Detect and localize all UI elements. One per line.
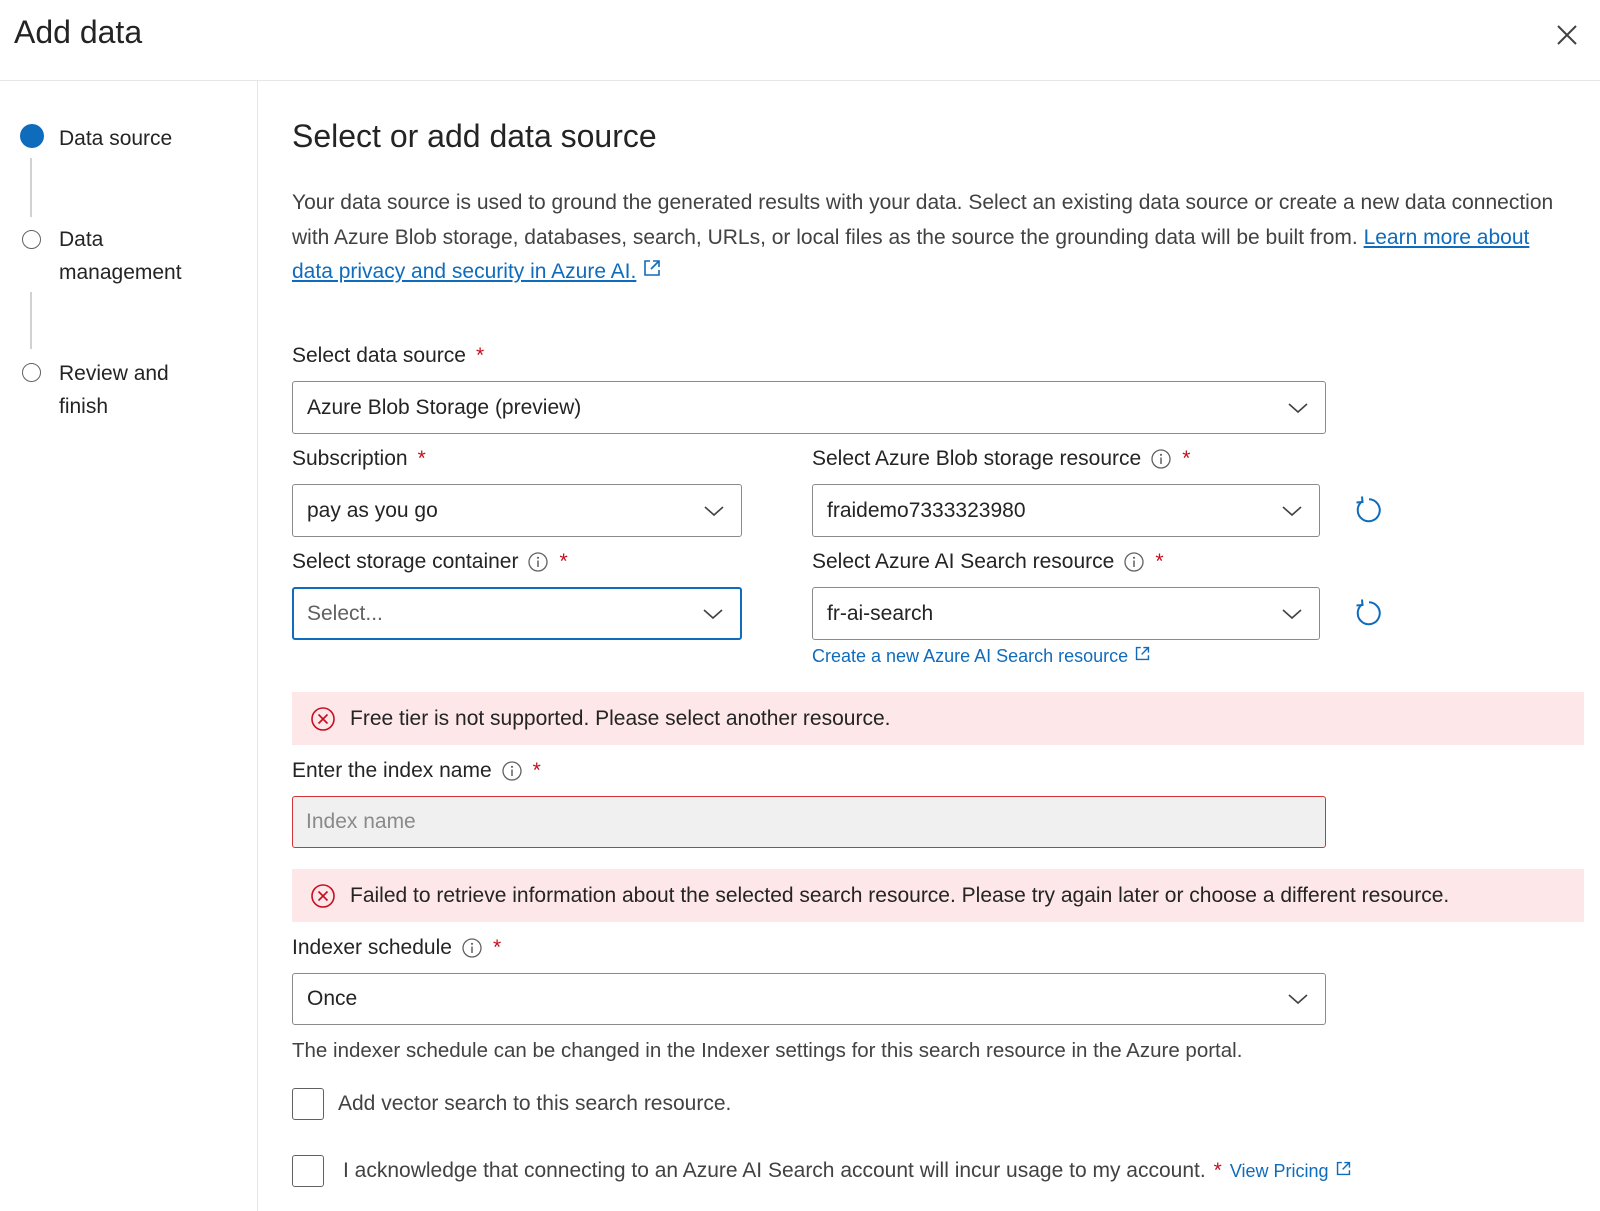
search-resource-dropdown[interactable] <box>812 587 1320 640</box>
chevron-down-icon <box>703 505 725 517</box>
label-text: Select storage container <box>292 550 519 573</box>
error-text: Free tier is not supported. Please select another resource. <box>350 706 891 730</box>
learn-more-link[interactable]: Learn more about data privacy and security in Azure AI. <box>292 225 1530 283</box>
label-text: Indexer schedule <box>292 936 452 959</box>
required-mark: * <box>1213 1159 1222 1182</box>
label-text: Select Azure AI Search resource <box>812 550 1115 573</box>
step-label-data-source: Data source <box>59 127 173 150</box>
step-indicator <box>22 230 41 249</box>
step-indicator <box>22 363 41 382</box>
required-mark: * <box>532 759 541 782</box>
step-label-line: Review and <box>59 362 169 385</box>
sidebar-divider <box>257 81 258 1211</box>
acknowledge-row <box>343 1159 1352 1183</box>
vector-search-label: Add vector search to this search resource. <box>338 1092 732 1115</box>
step-connector <box>30 158 32 217</box>
acknowledge-checkbox[interactable] <box>292 1155 324 1187</box>
error-icon <box>310 706 336 732</box>
blob-resource-dropdown[interactable] <box>812 484 1320 537</box>
dropdown-value: fr-ai-search <box>827 601 934 625</box>
refresh-icon <box>1352 598 1382 628</box>
chevron-down-icon <box>1287 993 1309 1005</box>
required-mark: * <box>1182 447 1191 470</box>
chevron-down-icon <box>1281 608 1303 620</box>
dropdown-value: pay as you go <box>307 498 438 522</box>
dropdown-value: Once <box>307 987 358 1010</box>
step-indicator-active <box>20 124 44 148</box>
step-label-review-and-finish <box>59 357 169 423</box>
close-button[interactable] <box>1552 20 1582 50</box>
dropdown-placeholder: Select... <box>307 601 383 625</box>
step-label-line: finish <box>59 395 109 418</box>
search-resource-label <box>812 550 1164 574</box>
info-icon[interactable] <box>527 551 549 573</box>
link-text: View Pricing <box>1229 1160 1329 1181</box>
data-source-label <box>292 344 484 368</box>
dropdown-value: Azure Blob Storage (preview) <box>307 395 582 419</box>
label-text: Enter the index name <box>292 759 492 782</box>
external-link-icon <box>642 255 662 290</box>
index-name-label <box>292 759 541 783</box>
required-mark: * <box>475 344 485 367</box>
label-text: Select data source <box>292 344 466 367</box>
vector-search-checkbox[interactable] <box>292 1088 324 1120</box>
info-icon[interactable] <box>461 937 483 959</box>
chevron-down-icon <box>1287 402 1309 414</box>
link-text: Create a new Azure AI Search resource <box>812 645 1129 666</box>
info-icon[interactable] <box>1150 448 1172 470</box>
create-search-resource-link[interactable] <box>812 645 1151 667</box>
info-icon[interactable] <box>501 760 523 782</box>
header-divider <box>0 80 1600 81</box>
view-pricing-link[interactable] <box>1230 1160 1352 1182</box>
indexer-schedule-helper: The indexer schedule can be changed in the Indexer settings for this search resource in the Azure portal. <box>292 1039 1243 1062</box>
chevron-down-icon <box>1281 505 1303 517</box>
label-text: Select Azure Blob storage resource <box>812 447 1142 470</box>
step-label-data-management <box>59 223 182 289</box>
chevron-down-icon <box>702 608 724 620</box>
required-mark: * <box>492 936 502 959</box>
storage-container-label <box>292 550 568 574</box>
indexer-schedule-dropdown[interactable] <box>292 973 1326 1025</box>
external-link-icon <box>1335 1160 1352 1182</box>
info-icon[interactable] <box>1123 551 1145 573</box>
refresh-blob-button[interactable] <box>1352 495 1382 525</box>
indexer-schedule-label <box>292 936 501 960</box>
error-text: Failed to retrieve information about the selected search resource. Please try again later or choose a different resource. <box>350 883 1450 907</box>
data-source-dropdown[interactable] <box>292 381 1326 434</box>
blob-resource-label <box>812 447 1190 471</box>
error-message-retrieve <box>292 869 1584 922</box>
subscription-dropdown[interactable] <box>292 484 742 537</box>
step-connector <box>30 292 32 349</box>
label-text: Subscription <box>292 447 408 470</box>
dropdown-value: fraidemo7333323980 <box>827 498 1026 522</box>
required-mark: * <box>1155 550 1164 573</box>
dialog-title: Add data <box>14 14 143 50</box>
description-text: Your data source is used to ground the generated results with your data. Select an existing data source or create a new data connection with Azure Blob storage, databases, search, URLs, or local files as the source the grounding data will be built from. <box>292 191 1554 249</box>
required-mark: * <box>417 447 426 470</box>
error-message-free-tier <box>292 692 1584 745</box>
description <box>292 186 1562 290</box>
step-label-line: management <box>59 261 182 284</box>
acknowledge-label: I acknowledge that connecting to an Azure AI Search account will incur usage to my account. <box>343 1159 1206 1182</box>
close-icon <box>1552 20 1582 50</box>
index-name-input[interactable] <box>292 796 1326 848</box>
refresh-search-button[interactable] <box>1352 598 1382 628</box>
required-mark: * <box>559 550 568 573</box>
storage-container-dropdown[interactable] <box>292 587 742 640</box>
subscription-label <box>292 447 426 471</box>
error-icon <box>310 883 336 909</box>
external-link-icon <box>1134 645 1151 667</box>
refresh-icon <box>1352 495 1382 525</box>
step-label-line: Data <box>59 228 104 251</box>
page-title: Select or add data source <box>292 118 657 154</box>
